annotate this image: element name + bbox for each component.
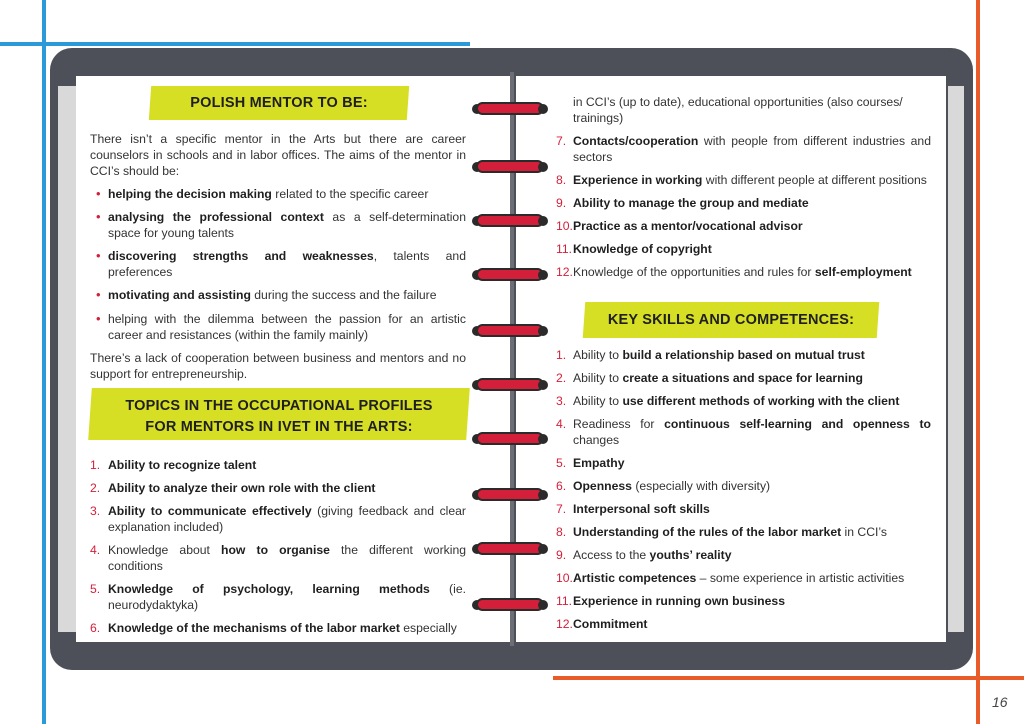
list-number: 11. xyxy=(556,594,573,608)
list-item xyxy=(573,241,931,257)
item-text: Ability to xyxy=(573,348,623,362)
item-text: the different working conditions xyxy=(108,543,466,573)
blue-vertical-rule xyxy=(42,0,46,724)
blue-horizontal-rule xyxy=(0,42,470,46)
item-text: related to the specific career xyxy=(271,187,429,201)
item-bold-text: build a relationship based on mutual trust xyxy=(622,348,865,362)
item-text: (ie. neurodydaktyka) xyxy=(108,582,466,612)
bullet-marker: • xyxy=(96,209,101,224)
item-bold-text: motivating and assisting xyxy=(108,288,251,302)
item-bold-text: Knowledge of the mechanisms of the labor market xyxy=(108,621,400,635)
spiral-ring xyxy=(476,486,544,504)
list-item xyxy=(108,209,466,241)
list-item xyxy=(573,393,931,409)
item-text: with different people at different positions xyxy=(702,173,927,187)
item-text: during the success and the failure xyxy=(250,288,437,302)
list-number: 10. xyxy=(556,571,573,585)
page-stack-right xyxy=(948,86,964,632)
list-item xyxy=(573,172,931,188)
list-item xyxy=(573,616,931,632)
list-item xyxy=(573,370,931,386)
item-text: Readiness for xyxy=(573,417,665,431)
item-bold-text: Ability to analyze their own role with the client xyxy=(108,481,376,495)
item-text: – some experience in artistic activities xyxy=(696,571,905,585)
list-number: 7. xyxy=(556,134,567,148)
item-text: Ability to xyxy=(573,394,623,408)
list-number: 10. xyxy=(556,219,573,233)
item-bold-text: Understanding of the rules of the labor market xyxy=(573,525,842,539)
spiral-ring xyxy=(476,596,544,614)
section-heading-key-skills: KEY SKILLS AND COMPETENCES: xyxy=(607,312,855,328)
list-item xyxy=(573,195,931,211)
list-item xyxy=(573,133,931,165)
list-item xyxy=(573,218,931,234)
item-bold-text: Commitment xyxy=(573,617,648,631)
item-bold-text: Openness xyxy=(573,479,632,493)
item-text: Ability to xyxy=(573,371,623,385)
item-bold-text: how to organise xyxy=(221,543,330,557)
list-item xyxy=(108,620,466,636)
list-item xyxy=(573,593,931,609)
item-bold-text: Artistic competences xyxy=(573,571,697,585)
orange-horizontal-rule xyxy=(553,676,1024,680)
spiral-ring xyxy=(476,322,544,340)
list-item xyxy=(108,287,466,303)
item-bold-text: youths’ reality xyxy=(649,548,732,562)
item-bold-text: self-employment xyxy=(814,265,912,279)
list-number: 1. xyxy=(556,348,567,362)
section-heading-topics-line1: TOPICS IN THE OCCUPATIONAL PROFILES xyxy=(125,398,433,414)
item-text: (giving feedback and clear explanation included) xyxy=(108,504,466,534)
item-bold-text: Knowledge of copyright xyxy=(573,242,712,256)
list-item xyxy=(573,570,931,586)
list-number: 11. xyxy=(556,242,573,256)
list-number: 6. xyxy=(90,621,101,635)
closing-paragraph: There’s a lack of cooperation between business and mentors and no support for entrepreneurship. xyxy=(90,351,466,381)
list-number: 2. xyxy=(556,371,567,385)
intro-paragraph: There isn’t a specific mentor in the Arts but there are career counselors in schools and in labor offices. The aims of the mentor in CCI’s should be: xyxy=(90,132,466,178)
item-bold-text: Ability to communicate effectively xyxy=(108,504,312,518)
bullet-marker: • xyxy=(96,186,101,201)
list-item xyxy=(108,503,466,535)
list-item xyxy=(573,524,931,540)
list-item xyxy=(108,186,466,202)
list-item xyxy=(108,311,466,343)
list-item xyxy=(573,416,931,448)
item-bold-text: Experience in working xyxy=(573,173,703,187)
item-bold-text: use different methods of working with the client xyxy=(622,394,900,408)
section-heading-topics-line2: FOR MENTORS IN IVET IN THE ARTS: xyxy=(145,419,413,435)
item-bold-text: continuous self-learning and openness to xyxy=(664,417,931,431)
item-text: , talents and preferences xyxy=(108,249,466,279)
page-number: 16 xyxy=(992,694,1008,710)
section-heading-polish-mentor: POLISH MENTOR TO BE: xyxy=(190,95,368,111)
item-text: in CCI’s xyxy=(841,525,887,539)
list-number: 5. xyxy=(90,582,101,596)
list-item xyxy=(573,347,931,363)
spiral-ring xyxy=(476,376,544,394)
orange-vertical-rule xyxy=(976,0,980,724)
item-bold-text: helping the decision making xyxy=(108,187,272,201)
list-number: 12. xyxy=(556,617,573,631)
list-number: 5. xyxy=(556,456,567,470)
spiral-ring xyxy=(476,100,544,118)
list-item xyxy=(108,542,466,574)
list-number: 3. xyxy=(556,394,567,408)
item-bold-text: create a situations and space for learning xyxy=(622,371,863,385)
list-number: 12. xyxy=(556,265,573,279)
item-text: Access to the xyxy=(573,548,650,562)
item-bold-text: Contacts/cooperation xyxy=(573,134,699,148)
spiral-ring xyxy=(476,158,544,176)
list-number: 6. xyxy=(556,479,567,493)
list-number: 8. xyxy=(556,525,567,539)
item-text: Knowledge of the opportunities and rules for xyxy=(573,265,815,279)
item-bold-text: discovering strengths and weaknesses xyxy=(108,249,374,263)
spiral-ring xyxy=(476,212,544,230)
item-text: helping with the dilemma between the passion for an artistic career and resistances (within the family mainly) xyxy=(108,312,466,342)
list-number: 1. xyxy=(90,458,101,472)
item-bold-text: Practice as a mentor/vocational advisor xyxy=(573,219,803,233)
list-number: 4. xyxy=(90,543,101,557)
list-item xyxy=(573,547,931,563)
spiral-ring xyxy=(476,430,544,448)
list-item xyxy=(573,501,931,517)
list-number: 4. xyxy=(556,417,567,431)
list-item xyxy=(108,480,466,496)
list-number: 9. xyxy=(556,196,567,210)
list-item xyxy=(108,457,466,473)
item-text: Knowledge about xyxy=(108,543,222,557)
item-text: especially xyxy=(399,621,457,635)
list-number: 2. xyxy=(90,481,101,495)
list-item xyxy=(108,248,466,280)
item-text: changes xyxy=(573,433,620,447)
item-text: with people from different industries and sectors xyxy=(573,134,931,164)
item-bold-text: Interpersonal soft skills xyxy=(573,502,710,516)
item-text: (especially with diversity) xyxy=(631,479,771,493)
list-item xyxy=(573,264,931,280)
item-text: as a self-determination space for young talents xyxy=(108,210,466,240)
item-bold-text: Knowledge of psychology, learning methods xyxy=(108,582,430,596)
list-number: 9. xyxy=(556,548,567,562)
list-item xyxy=(108,581,466,613)
continued-text: in CCI’s (up to date), educational opportunities (also courses/ trainings) xyxy=(573,95,903,125)
list-item xyxy=(573,455,931,471)
list-number: 7. xyxy=(556,502,567,516)
list-number: 8. xyxy=(556,173,567,187)
item-bold-text: Empathy xyxy=(573,456,625,470)
item-bold-text: Ability to recognize talent xyxy=(108,458,257,472)
list-number: 3. xyxy=(90,504,101,518)
bullet-marker: • xyxy=(96,248,101,263)
bullet-marker: • xyxy=(96,287,101,302)
item-bold-text: Ability to manage the group and mediate xyxy=(573,196,809,210)
list-item xyxy=(573,478,931,494)
item-bold-text: analysing the professional context xyxy=(108,210,324,224)
item-bold-text: Experience in running own business xyxy=(573,594,785,608)
spiral-ring xyxy=(476,266,544,284)
spiral-ring xyxy=(476,540,544,558)
bullet-marker: • xyxy=(96,311,101,326)
